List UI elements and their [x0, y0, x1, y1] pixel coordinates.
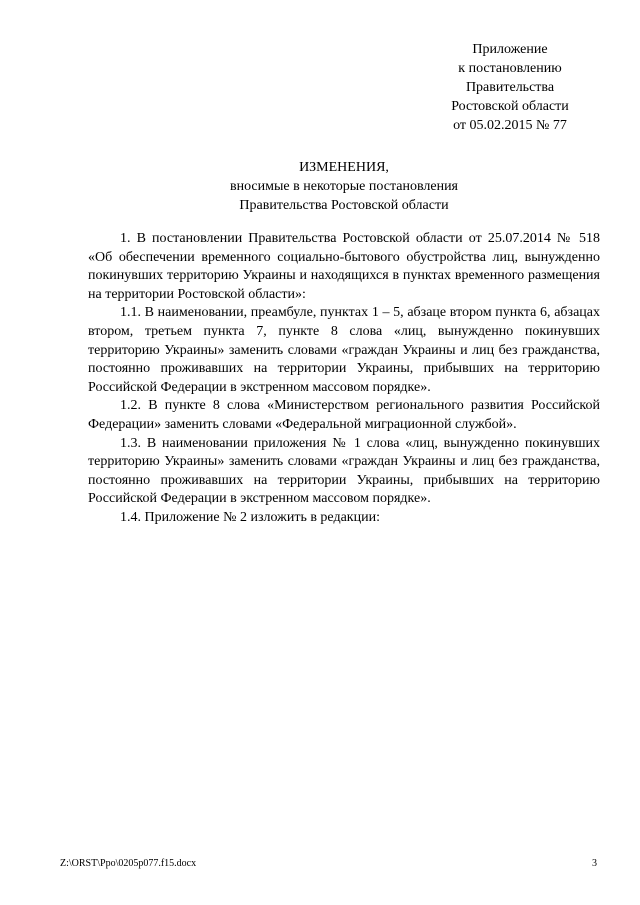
appendix-date-number: от 05.02.2015 № 77 — [453, 118, 567, 133]
paragraph-1-2: 1.2. В пункте 8 слова «Министерством регионального развития Российской Федерации» заменить словами «Федеральной миграционной службой». — [88, 398, 600, 432]
paragraph-1: 1. В постановлении Правительства Ростовской области от 25.07.2014 № 518 «Об обеспечении временного социально-бытового обустройства лиц, вынужденно покинувших территорию Украины и находящихся в пунктах временного размещения на территории Ростовской области»: — [88, 231, 600, 302]
document-body — [88, 230, 600, 528]
appendix-line: Ростовской области — [451, 99, 569, 114]
footer-file-path: Z:\ORST\Ppo\0205p077.f15.docx — [60, 858, 197, 869]
document-subtitle: вносимые в некоторые постановления — [229, 179, 458, 194]
appendix-line: Правительства — [465, 80, 555, 95]
document-title: ИЗМЕНЕНИЯ, — [299, 160, 389, 175]
appendix-header — [420, 40, 600, 135]
document-subtitle: Правительства Ростовской области — [239, 198, 449, 213]
appendix-line: к постановлению — [458, 61, 562, 76]
document-heading — [88, 158, 600, 215]
appendix-line: Приложение — [472, 42, 548, 57]
paragraph-1-3: 1.3. В наименовании приложения № 1 слова «лиц, вынужденно покинувших территорию Украины» заменить словами «граждан Украины и лиц без гражданства, постоянно проживавших на территории Украины, прибывших на территорию Российской Федерации в экстренном массовом порядке». — [88, 435, 600, 507]
footer-page-number: 3 — [592, 858, 597, 869]
paragraph-1-1: 1.1. В наименовании, преамбуле, пунктах 1 – 5, абзаце втором пункта 6, абзацах втором, третьем пункта 7, пункте 8 слова «лиц, вынужденно покинувших территорию Украины» заменить словами «граждан Украины и лиц без гражданства, постоянно проживавших на территории Украины, прибывших на территорию Российской Федерации в экстренном массовом порядке». — [88, 305, 600, 395]
paragraph-1-4: 1.4. Приложение № 2 изложить в редакции: — [120, 509, 380, 525]
